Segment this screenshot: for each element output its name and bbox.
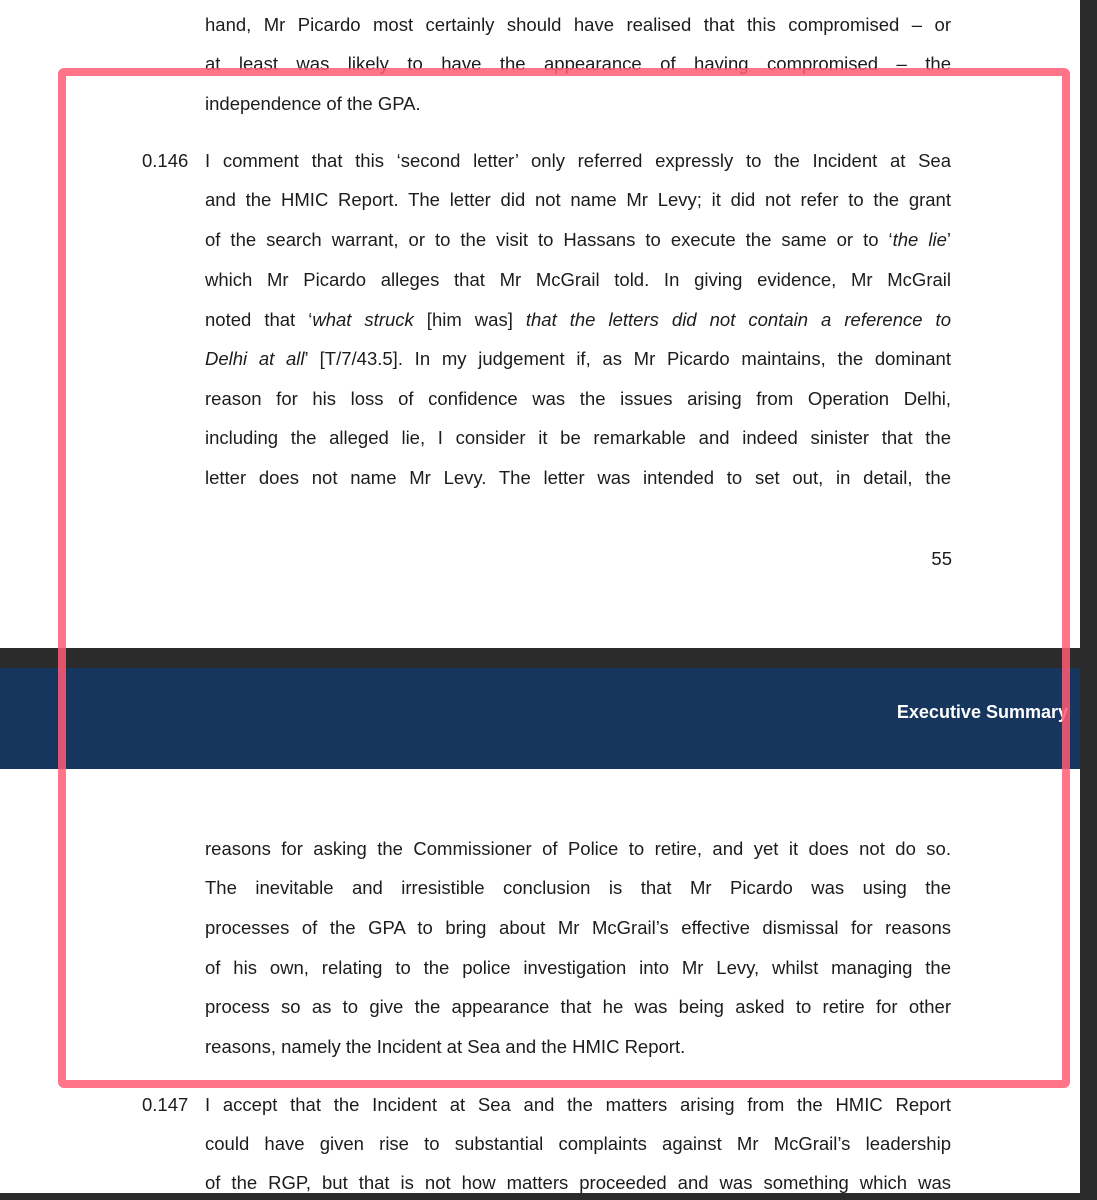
section-title: Executive Summary xyxy=(896,702,1068,722)
text-run: ’ xyxy=(946,229,951,250)
text-run: [him was] xyxy=(413,309,526,330)
text-line: of the RGP, but that is not how matters proceeded and was something which was xyxy=(205,1172,951,1193)
text-line: I accept that the Incident at Sea and the matters arising from the HMIC Report xyxy=(205,1094,951,1115)
paragraph-number: 0.147 xyxy=(142,1094,189,1115)
italic-quote: the lie xyxy=(892,229,947,250)
text-line: and the HMIC Report. The letter did not name Mr Levy; it did not refer to the grant xyxy=(205,189,951,210)
text-run: noted that ‘ xyxy=(205,309,313,330)
italic-quote: what struck xyxy=(312,309,414,330)
text-line xyxy=(205,308,951,332)
text-line: of his own, relating to the police investigation into Mr Levy, whilst managing the xyxy=(205,957,951,978)
text-line: processes of the GPA to bring about Mr McGrail’s effective dismissal for reasons xyxy=(205,917,951,938)
page-header-band xyxy=(0,668,1080,769)
viewer-bottom-edge xyxy=(0,1193,1097,1200)
text-line: at least was likely to have the appearance of having compromised – the xyxy=(205,53,951,74)
text-run: of the search warrant, or to the visit to Hassans to execute the same or to ‘ xyxy=(205,229,893,250)
text-run: ’ [T/7/43.5]. In my judgement if, as Mr Picardo maintains, the dominant xyxy=(304,348,951,369)
text-line: The inevitable and irresistible conclusion is that Mr Picardo was using the xyxy=(205,877,951,898)
text-line: reasons for asking the Commissioner of Police to retire, and yet it does not do so. xyxy=(205,838,951,859)
viewer-gutter xyxy=(1080,0,1097,1200)
text-line: I comment that this ‘second letter’ only referred expressly to the Incident at Sea xyxy=(205,150,951,171)
text-line xyxy=(205,347,951,371)
text-line: process so as to give the appearance that he was being asked to retire for other xyxy=(205,996,951,1017)
text-line: letter does not name Mr Levy. The letter was intended to set out, in detail, the xyxy=(205,467,951,488)
italic-quote: Delhi at all xyxy=(205,348,305,369)
text-line: which Mr Picardo alleges that Mr McGrail told. In giving evidence, Mr McGrail xyxy=(205,269,951,290)
italic-quote: that the letters did not contain a reference to xyxy=(525,309,951,330)
page-number: 55 xyxy=(931,548,952,569)
text-line: including the alleged lie, I consider it be remarkable and indeed sinister that the xyxy=(205,427,951,448)
text-line: reason for his loss of confidence was the issues arising from Operation Delhi, xyxy=(205,388,951,409)
text-line xyxy=(205,228,951,252)
paragraph-number: 0.146 xyxy=(142,150,189,171)
text-line: hand, Mr Picardo most certainly should have realised that this compromised – or xyxy=(205,14,951,35)
text-line: independence of the GPA. xyxy=(205,93,421,114)
text-line: reasons, namely the Incident at Sea and the HMIC Report. xyxy=(205,1036,686,1057)
page-separator xyxy=(0,648,1097,668)
text-line: could have given rise to substantial complaints against Mr McGrail’s leadership xyxy=(205,1133,951,1154)
